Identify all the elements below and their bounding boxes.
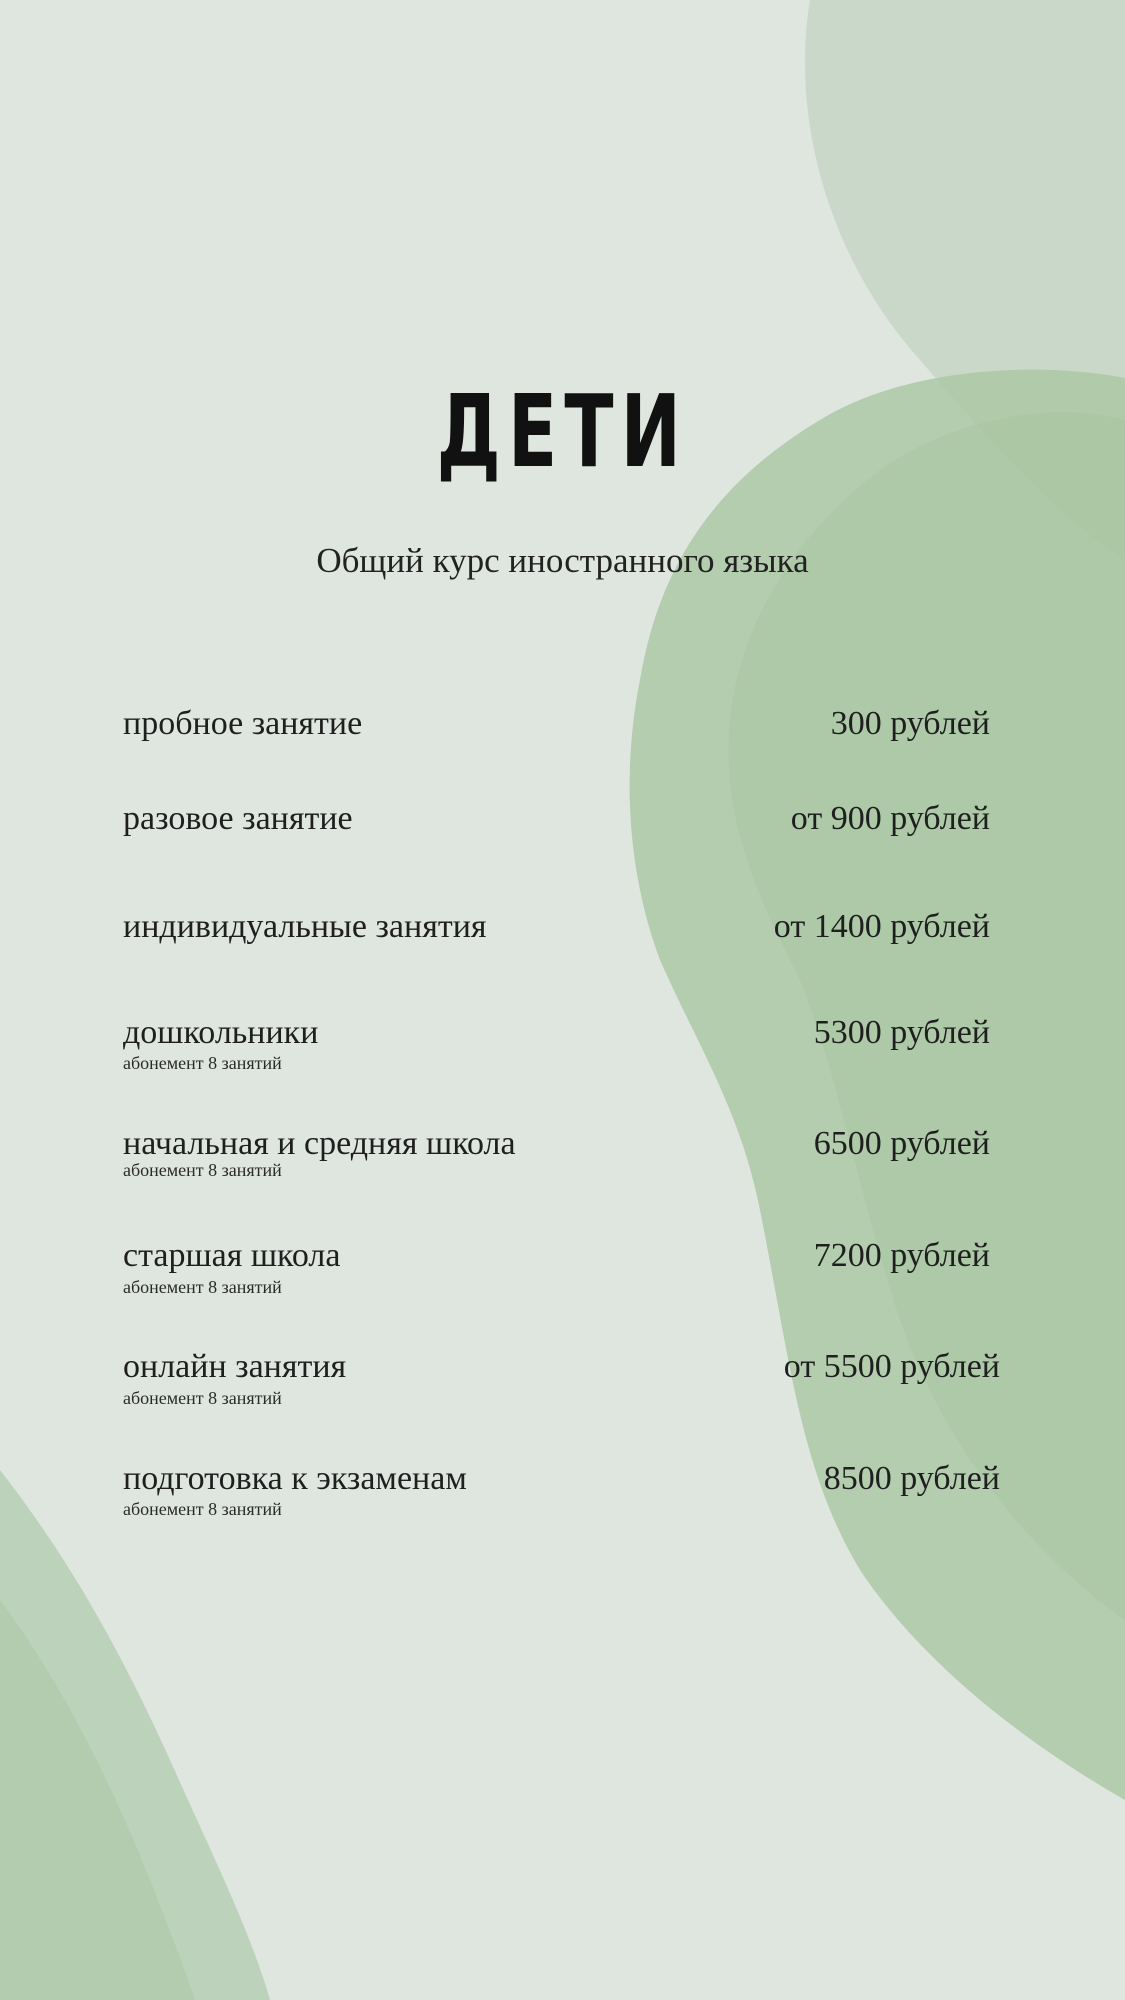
price-item-note: абонемент 8 занятий [123, 1053, 282, 1073]
price-item-name: онлайн занятия [123, 1348, 347, 1385]
price-item-note: абонемент 8 занятий [123, 1499, 282, 1519]
price-item-name: пробное занятие [123, 705, 363, 742]
price-item-price: 7200 рублей [813, 1237, 990, 1274]
price-item-note: абонемент 8 занятий [123, 1277, 282, 1297]
price-item-price: от 1400 рублей [773, 908, 990, 945]
price-item-price: от 5500 рублей [783, 1348, 1000, 1385]
price-item-name: старшая школа [123, 1237, 341, 1274]
price-item-note: абонемент 8 занятий [123, 1388, 282, 1408]
price-item-note: абонемент 8 занятий [123, 1160, 282, 1180]
price-item-price: от 900 рублей [790, 800, 990, 837]
price-item-name: дошкольники [123, 1014, 319, 1051]
price-item-price: 8500 рублей [823, 1460, 1000, 1497]
page-subtitle: Общий курс иностранного языка [316, 541, 809, 580]
price-item-name: начальная и средняя школа [123, 1125, 516, 1162]
price-item-price: 300 рублей [830, 705, 990, 742]
price-item-price: 6500 рублей [813, 1125, 990, 1162]
price-item-name: подготовка к экзаменам [123, 1460, 467, 1497]
price-item-name: разовое занятие [123, 800, 353, 837]
page-title: ДЕТИ [436, 373, 689, 490]
price-item-name: индивидуальные занятия [123, 908, 487, 945]
price-item-price: 5300 рублей [813, 1014, 990, 1051]
